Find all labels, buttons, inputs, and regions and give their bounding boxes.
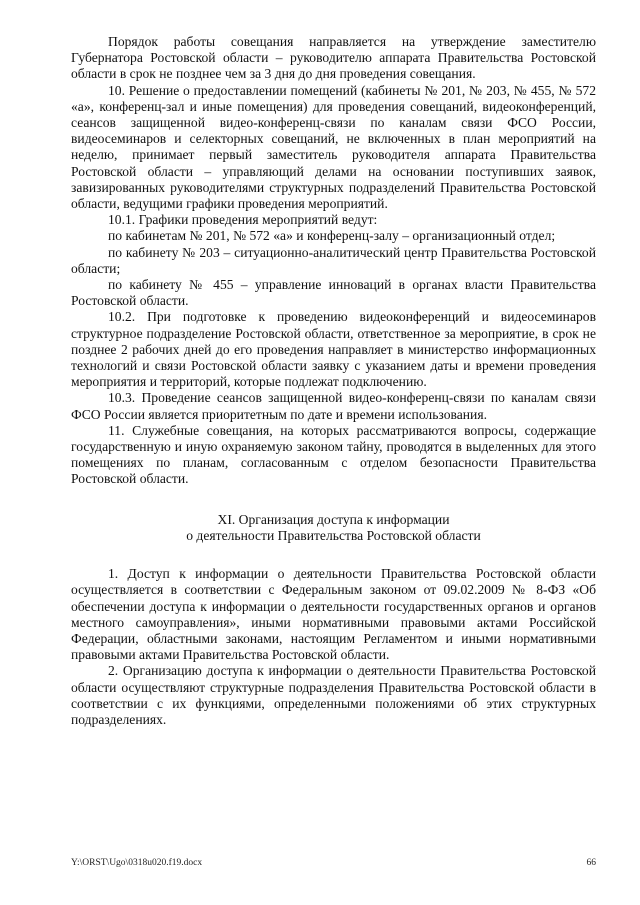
section-title-line-2: о деятельности Правительства Ростовской области bbox=[186, 527, 481, 543]
paragraph-10-3-fso-sessions: 10.3. Проведение сеансов защищенной видео-конференц-связи по каналам связи ФСО России является приоритетным по дате и времени использования. bbox=[71, 390, 596, 422]
paragraph-10-premises-decision: 10. Решение о предоставлении помещений (кабинеты № 201, № 203, № 455, № 572 «а», конференц-зал и иные помещения) для проведения совещаний, видеоконференций, сеансов защищенной видео-конференц-связи по каналам связи ФСО России, видеосеминаров и селекторных совещаний, не включенных в план мероприятий на неделю, принимает первый заместитель руководителя аппарата Правительства Ростовской области – управляющий делами на основании поступивших заявок, завизированных руководителями структурных подразделений Правительства Ростовской области, ведущими графики проведения мероприятий. bbox=[71, 82, 596, 212]
paragraph-xi-2-organization: 2. Организацию доступа к информации о деятельности Правительства Ростовской области осуществляют структурные подразделения Правительства Ростовской области в соответствии с их функциями, определенными положениями об этих структурных подразделениях. bbox=[71, 663, 596, 727]
section-title bbox=[71, 512, 596, 544]
paragraph-meeting-procedure: Порядок работы совещания направляется на утверждение заместителю Губернатора Ростовской области – руководителю аппарата Правительства Ростовской области в срок не позднее чем за 3 дня до дня проведения совещания. bbox=[71, 34, 596, 82]
paragraph-cabinet-455: по кабинету № 455 – управление инноваций в органах власти Правительства Ростовской области. bbox=[71, 277, 596, 309]
paragraph-xi-1-access: 1. Доступ к информации о деятельности Правительства Ростовской области осуществляется в соответствии с Федеральным законом от 09.02.2009 № 8-ФЗ «Об обеспечении доступа к информации о деятельности государственных органов и органов местного самоуправления», иными нормативными правовыми актами Российской Федерации, областными законами, настоящим Регламентом и иными нормативными правовыми актами Правительства Ростовской области. bbox=[71, 566, 596, 663]
paragraph-10-1-schedules: 10.1. Графики проведения мероприятий ведут: bbox=[108, 212, 378, 228]
footer-file-path: Y:\ORST\Ugo\0318u020.f19.docx bbox=[71, 858, 203, 868]
paragraph-cabinet-201-572: по кабинетам № 201, № 572 «а» и конференц-залу – организационный отдел; bbox=[108, 228, 556, 244]
paragraph-11-classified-meetings: 11. Служебные совещания, на которых рассматриваются вопросы, содержащие государственную и иную охраняемую законом тайну, проводятся в выделенных для этого помещениях по планам, согласованным с отделом безопасности Правительства Ростовской области. bbox=[71, 422, 596, 487]
paragraph-cabinet-203: по кабинету № 203 – ситуационно-аналитический центр Правительства Ростовской области; bbox=[71, 244, 596, 276]
footer-page-number: 66 bbox=[586, 858, 596, 868]
section-title-line-1: XI. Организация доступа к информации bbox=[217, 511, 450, 527]
document-page bbox=[71, 34, 596, 728]
paragraph-10-2-videoconferences: 10.2. При подготовке к проведению видеоконференций и видеосеминаров структурное подразделение Ростовской области, ответственное за мероприятие, в срок не позднее 2 рабочих дней до его проведения направляет в министерство информационных технологий и связи Ростовской области заявку с указанием даты и времени проведения мероприятия и территорий, которые подлежат подключению. bbox=[71, 309, 596, 390]
